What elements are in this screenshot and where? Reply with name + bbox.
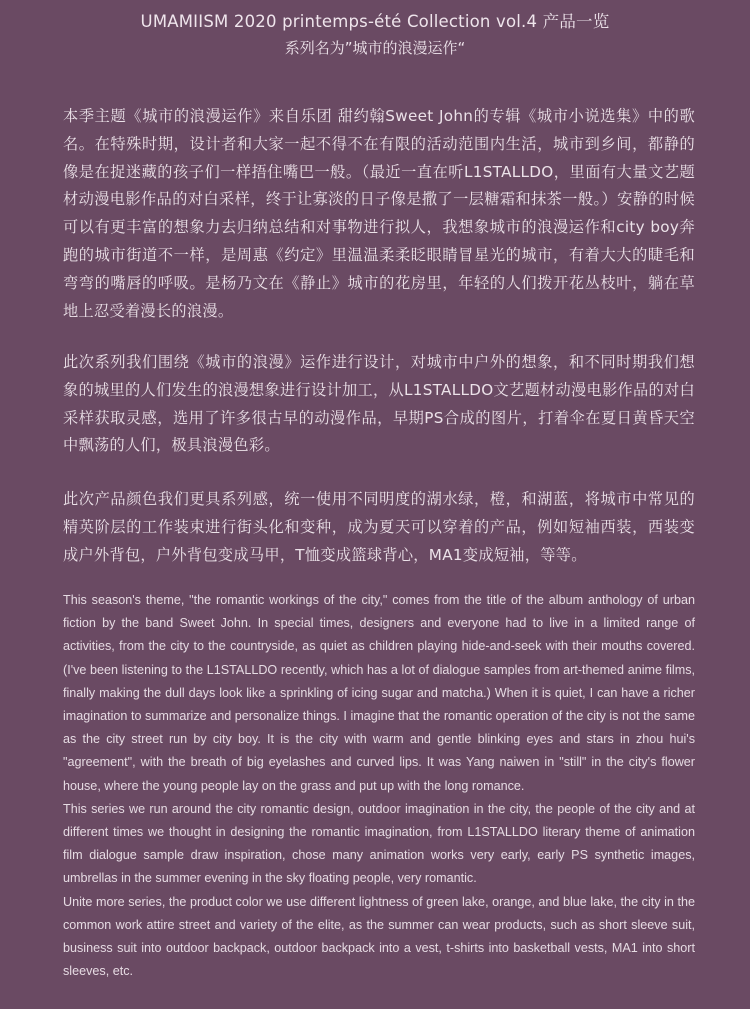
english-paragraph-colors: Unite more series, the product color we use different lightness of green lake, orange, and blue lake, the city in the common work attire street and variety of the elite, as the summer can wear products, such as short sleeve suit, business suit into outdoor backpack, outdoor backpack into a vest, t-shirts into basketball vests, MA1 into short sleeves, etc. xyxy=(63,894,695,979)
english-description xyxy=(63,589,695,983)
chinese-paragraph-theme: 本季主题《城市的浪漫运作》来自乐团 甜约翰Sweet John的专辑《城市小说选集》中的歌名。在特殊时期，设计者和大家一起不得不在有限的活动范围内生活，城市到乡间，都静的像是在捉迷藏的孩子们一样捂住嘴巴一般。（最近一直在听L1STALLDO，里面有大量文艺题材动漫电影作品的对白采样，终于让寡淡的日子像是撒了一层糖霜和抹茶一般。）安静的时候可以有更丰富的想象力去归纳总结和对事物进行拟人，我想象城市的浪漫运作和city boy奔跑的城市街道不一样，是周惠《约定》里温温柔柔眨眼睛冒星光的城市，有着大大的睫毛和弯弯的嘴唇的呼吸。是杨乃文在《静止》城市的花房里，年轻的人们拨开花丛枝叶，躺在草地上忍受着漫长的浪漫。 xyxy=(63,107,695,320)
page-title: UMAMIISM 2020 printemps-été Collection vol.4 产品一览 xyxy=(140,12,610,31)
series-name: 系列名为”城市的浪漫运作“ xyxy=(284,39,466,57)
english-paragraph-theme: This season's theme, "the romantic workings of the city," comes from the title of the album anthology of urban fiction by the band Sweet John. In special times, designers and everyone had to live in a limited range of activities, from the city to the countryside, as quiet as children playing hide-and-seek with their mouths covered. (I've been listening to the L1STALLDO recently, which has a lot of dialogue samples from art-themed anime films, finally making the dull days look like a sprinkling of icing sugar and matcha.) When it is quiet, I can have a richer imagination to summarize and personalize things. I imagine that the romantic operation of the city is not the same as the city street run by city boy. It is the city with warm and gentle blinking eyes and stars in zhou hui's "agreement", with the breath of big eyelashes and curved lips. It was Yang naiwen in "still" in the city's flower house, where the young people lay on the grass and put up with the long romance. xyxy=(63,593,695,793)
header xyxy=(0,0,750,60)
chinese-paragraph-colors: 此次产品颜色我们更具系列感，统一使用不同明度的湖水绿，橙，和湖蓝，将城市中常见的精英阶层的工作装束进行街头化和变种，成为夏天可以穿着的产品，例如短袖西装，西装变成户外背包，户外背包变成马甲，T恤变成篮球背心，MA1变成短袖，等等。 xyxy=(63,490,695,564)
chinese-paragraph-design: 此次系列我们围绕《城市的浪漫》运作进行设计，对城市中户外的想象，和不同时期我们想象的城里的人们发生的浪漫想象进行设计加工，从L1STALLDO文艺题材动漫电影作品的对白采样获取灵感，选用了许多很古早的动漫作品，早期PS合成的图片，打着伞在夏日黄昏天空中飘荡的人们，极具浪漫色彩。 xyxy=(63,353,695,455)
english-paragraph-design: This series we run around the city romantic design, outdoor imagination in the city, the people of the city and at different times we thought in designing the romantic imagination, from L1STALLDO literary theme of animation film dialogue sample draw inspiration, chose many animation works very early, early PS synthetic images, umbrellas in the summer evening in the sky floating people, very romantic. xyxy=(63,801,695,886)
